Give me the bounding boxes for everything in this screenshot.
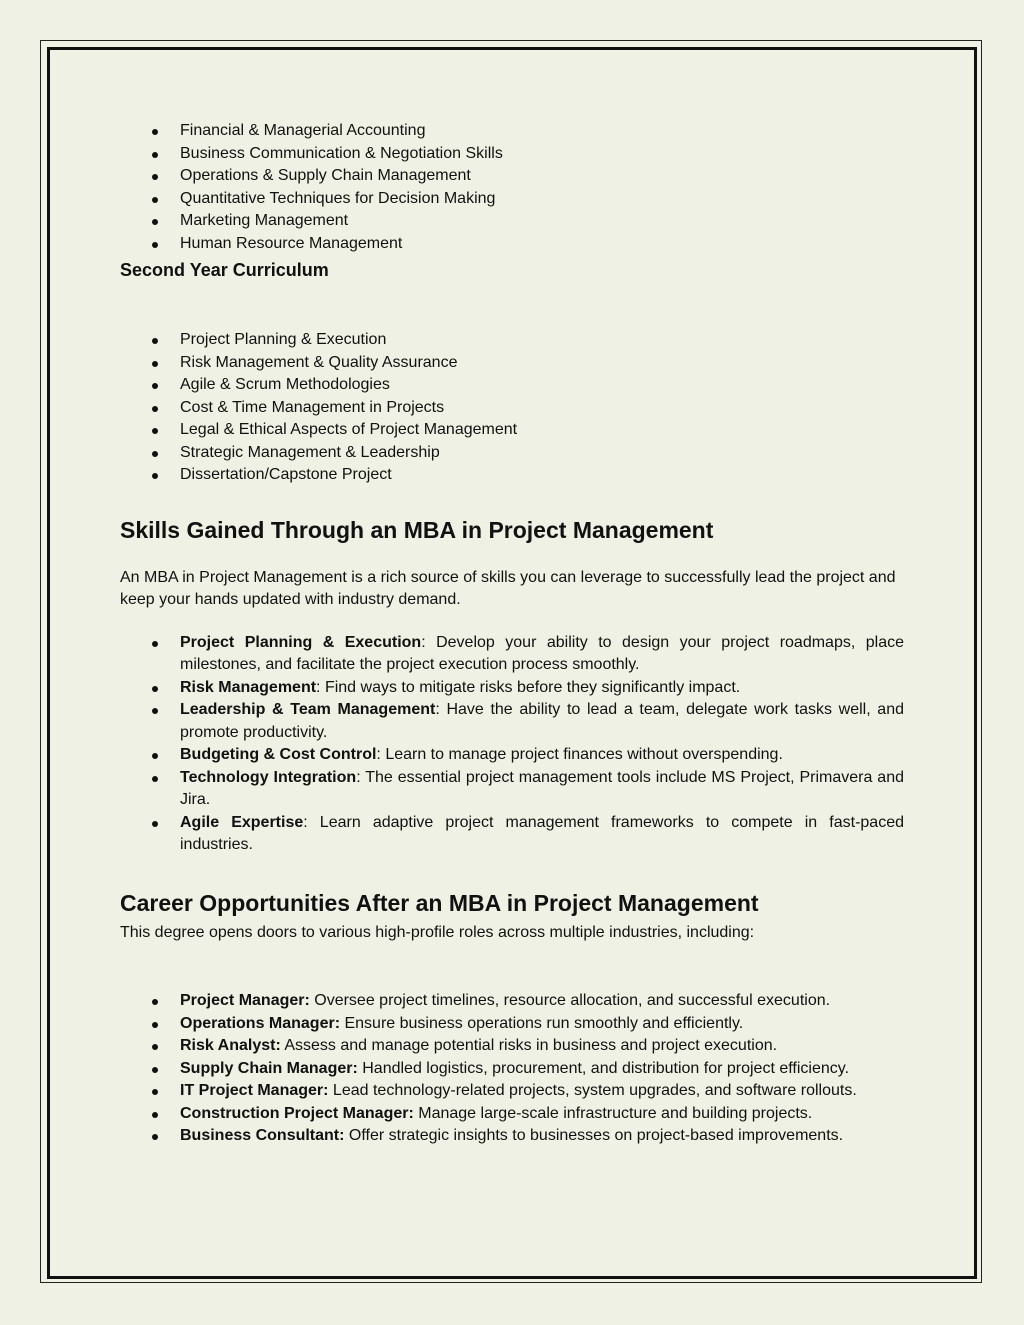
list-item: Legal & Ethical Aspects of Project Management: [120, 419, 904, 442]
career-desc: Ensure business operations run smoothly and efficiently.: [340, 1014, 744, 1032]
career-desc: Handled logistics, procurement, and distribution for project efficiency.: [357, 1059, 850, 1077]
skill-term: Project Planning & Execution: [180, 633, 422, 651]
list-item: Operations & Supply Chain Management: [120, 165, 904, 188]
list-item: [120, 1058, 904, 1081]
list-item: [120, 1125, 904, 1148]
document-content: [120, 120, 904, 1148]
list-item: [120, 632, 904, 677]
skills-intro: An MBA in Project Management is a rich source of skills you can leverage to successfully lead the project and keep your hands updated with industry demand.: [120, 568, 896, 608]
second-year-heading: Second Year Curriculum: [120, 260, 329, 280]
list-item: Strategic Management & Leadership: [120, 442, 904, 465]
career-term: Supply Chain Manager:: [180, 1059, 358, 1077]
skill-desc: : Develop your ability to design your project roadmaps, place milestones, and facilitate the project execution process smoothly.: [180, 633, 905, 673]
list-item: [120, 1013, 904, 1036]
list-item: [120, 1080, 904, 1103]
career-desc: Oversee project timelines, resource allocation, and successful execution.: [309, 992, 831, 1009]
skill-term: Budgeting & Cost Control: [180, 746, 377, 763]
career-desc: Assess and manage potential risks in business and project execution.: [280, 1037, 778, 1054]
first-year-list: [120, 120, 904, 255]
skill-desc: : Learn to manage project finances without overspending.: [376, 746, 783, 763]
skill-term: Technology Integration: [180, 768, 357, 786]
career-term: IT Project Manager:: [180, 1082, 329, 1099]
skill-term: Risk Management: [180, 678, 317, 696]
skill-desc: : Learn adaptive project management frameworks to compete in fast-paced industries.: [180, 813, 904, 853]
career-term: Business Consultant:: [180, 1127, 345, 1144]
career-term: Project Manager:: [180, 992, 310, 1009]
list-item: Quantitative Techniques for Decision Making: [120, 188, 904, 211]
careers-intro: This degree opens doors to various high-profile roles across multiple industries, including:: [120, 923, 755, 941]
career-desc: Manage large-scale infrastructure and building projects.: [413, 1104, 813, 1122]
list-item: Risk Management & Quality Assurance: [120, 352, 904, 375]
list-item: [120, 699, 904, 744]
career-term: Risk Analyst:: [180, 1037, 281, 1054]
skills-heading: Skills Gained Through an MBA in Project Management: [120, 516, 714, 543]
list-item: [120, 677, 904, 700]
skill-desc: : Find ways to mitigate risks before they significantly impact.: [316, 678, 741, 696]
list-item: [120, 1035, 904, 1058]
second-year-list: [120, 329, 904, 487]
list-item: Financial & Managerial Accounting: [120, 120, 904, 143]
list-item: Marketing Management: [120, 210, 904, 233]
career-desc: Offer strategic insights to businesses on project-based improvements.: [344, 1127, 844, 1144]
skills-list: [120, 632, 904, 857]
careers-list: [120, 990, 904, 1148]
skill-desc: : The essential project management tools include MS Project, Primavera and Jira.: [180, 768, 905, 808]
list-item: [120, 767, 904, 812]
list-item: [120, 812, 904, 857]
careers-heading: Career Opportunities After an MBA in Project Management: [120, 889, 759, 916]
list-item: Agile & Scrum Methodologies: [120, 374, 904, 397]
list-item: Human Resource Management: [120, 233, 904, 256]
list-item: [120, 744, 904, 767]
list-item: [120, 1103, 904, 1126]
skill-term: Leadership & Team Management: [180, 701, 436, 718]
list-item: Cost & Time Management in Projects: [120, 397, 904, 420]
list-item: [120, 990, 904, 1013]
list-item: Dissertation/Capstone Project: [120, 464, 904, 487]
skill-desc: : Have the ability to lead a team, delegate work tasks well, and promote productivity.: [180, 701, 905, 741]
list-item: Business Communication & Negotiation Skills: [120, 143, 904, 166]
list-item: Project Planning & Execution: [120, 329, 904, 352]
career-term: Construction Project Manager:: [180, 1104, 414, 1122]
career-term: Operations Manager:: [180, 1014, 341, 1032]
career-desc: Lead technology-related projects, system upgrades, and software rollouts.: [328, 1082, 857, 1099]
skill-term: Agile Expertise: [180, 813, 304, 831]
